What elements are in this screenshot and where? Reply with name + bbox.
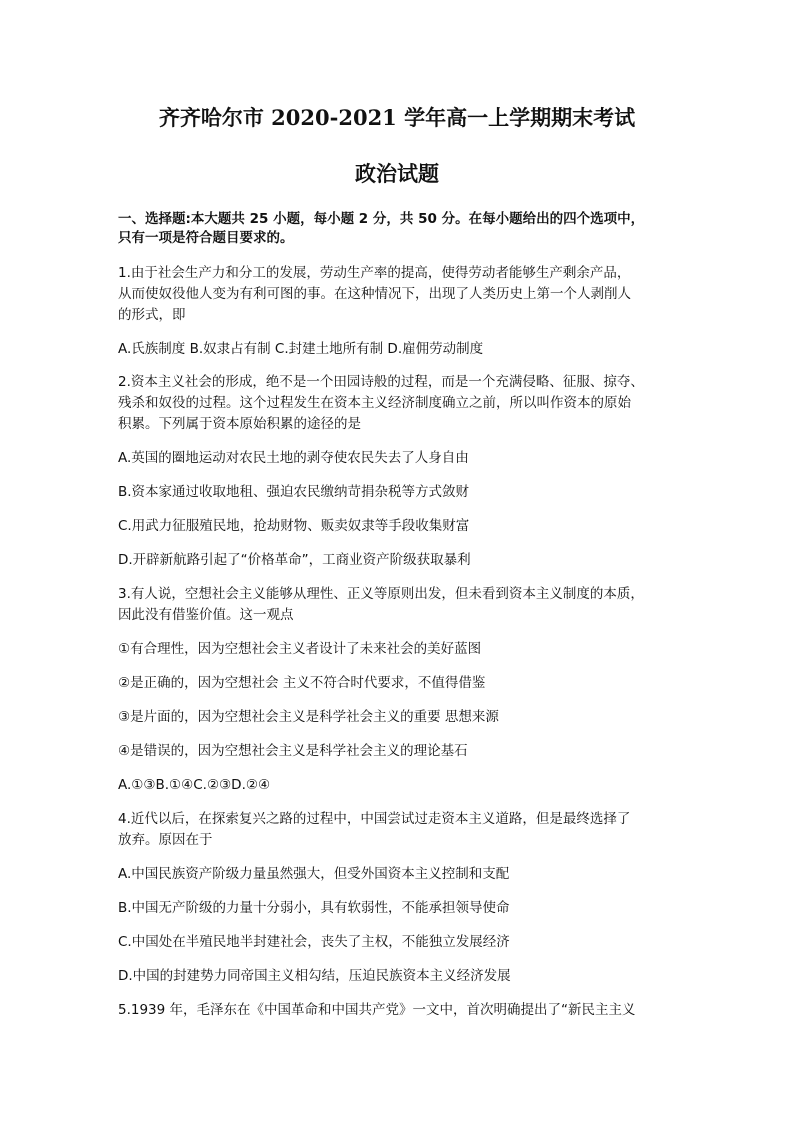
question-2-option-b: B.资本家通过收取地租、强迫农民缴纳苛捐杂税等方式敛财: [118, 484, 470, 500]
question-4-option-a: A.中国民族资产阶级力量虽然强大，但受外国资本主义控制和支配: [118, 866, 510, 882]
question-2-option-d: D.开辟新航路引起了“价格革命”，工商业资产阶级获取暴利: [118, 552, 471, 568]
question-3-statement-1: ①有合理性，因为空想社会主义者设计了未来社会的美好蓝图: [118, 641, 482, 657]
question-3-options: A.①③B.①④C.②③D.②④: [118, 777, 271, 793]
question-4-text: 放弃。原因在于: [118, 832, 213, 848]
question-2-option-c: C.用武力征服殖民地，抢劫财物、贩卖奴隶等手段收集财富: [118, 518, 470, 534]
question-3-text: 3.有人说，空想社会主义能够从理性、正义等原则出发，但未看到资本主义制度的本质，: [118, 586, 644, 602]
question-1-text: 的形式，即: [118, 307, 186, 323]
question-2-option-a: A.英国的圈地运动对农民土地的剥夺使农民失去了人身自由: [118, 450, 469, 466]
question-3-statement-3: ③是片面的，因为空想社会主义是科学社会主义的重要 思想来源: [118, 709, 499, 725]
question-2-text: 2.资本主义社会的形成，绝不是一个田园诗般的过程，而是一个充满侵略、征服、掠夺、: [118, 374, 644, 390]
question-4-text: 4.近代以后，在探索复兴之路的过程中，中国尝试过走资本主义道路，但是最终选择了: [118, 811, 631, 827]
question-3-statement-4: ④是错误的，因为空想社会主义是科学社会主义的理论基石: [118, 743, 468, 759]
question-3-statement-2: ②是正确的，因为空想社会 主义不符合时代要求，不值得借鉴: [118, 675, 486, 691]
exam-subtitle: 政治试题: [355, 161, 439, 186]
section-heading-line: 只有一项是符合题目要求的。: [118, 230, 294, 246]
question-3-text: 因此没有借鉴价值。这一观点: [118, 607, 294, 623]
question-1-options: A.氏族制度 B.奴隶占有制 C.封建土地所有制 D.雇佣劳动制度: [118, 341, 484, 357]
question-1-text: 从而使奴役他人变为有利可图的事。在这种情况下，出现了人类历史上第一个人剥削人: [118, 286, 631, 302]
question-4-option-c: C.中国处在半殖民地半封建社会，丧失了主权，不能独立发展经济: [118, 934, 510, 950]
question-2-text: 积累。下列属于资本原始积累的途径的是: [118, 416, 361, 432]
question-4-option-d: D.中国的封建势力同帝国主义相勾结，压迫民族资本主义经济发展: [118, 968, 511, 984]
question-4-option-b: B.中国无产阶级的力量十分弱小，具有软弱性，不能承担领导使命: [118, 900, 510, 916]
section-heading-line: 一、选择题:本大题共 25 小题，每小题 2 分，共 50 分。在每小题给出的四个选项中，: [118, 211, 645, 227]
question-2-text: 残杀和奴役的过程。这个过程发生在资本主义经济制度确立之前，所以叫作资本的原始: [118, 395, 631, 411]
question-5-text: 5.1939 年，毛泽东在《中国革命和中国共产党》一文中，首次明确提出了“新民主主义: [118, 1002, 636, 1018]
question-1-text: 1.由于社会生产力和分工的发展，劳动生产率的提高，使得劳动者能够生产剩余产品，: [118, 265, 631, 281]
exam-title: 齐齐哈尔市 2020-2021 学年高一上学期期末考试: [158, 105, 636, 130]
